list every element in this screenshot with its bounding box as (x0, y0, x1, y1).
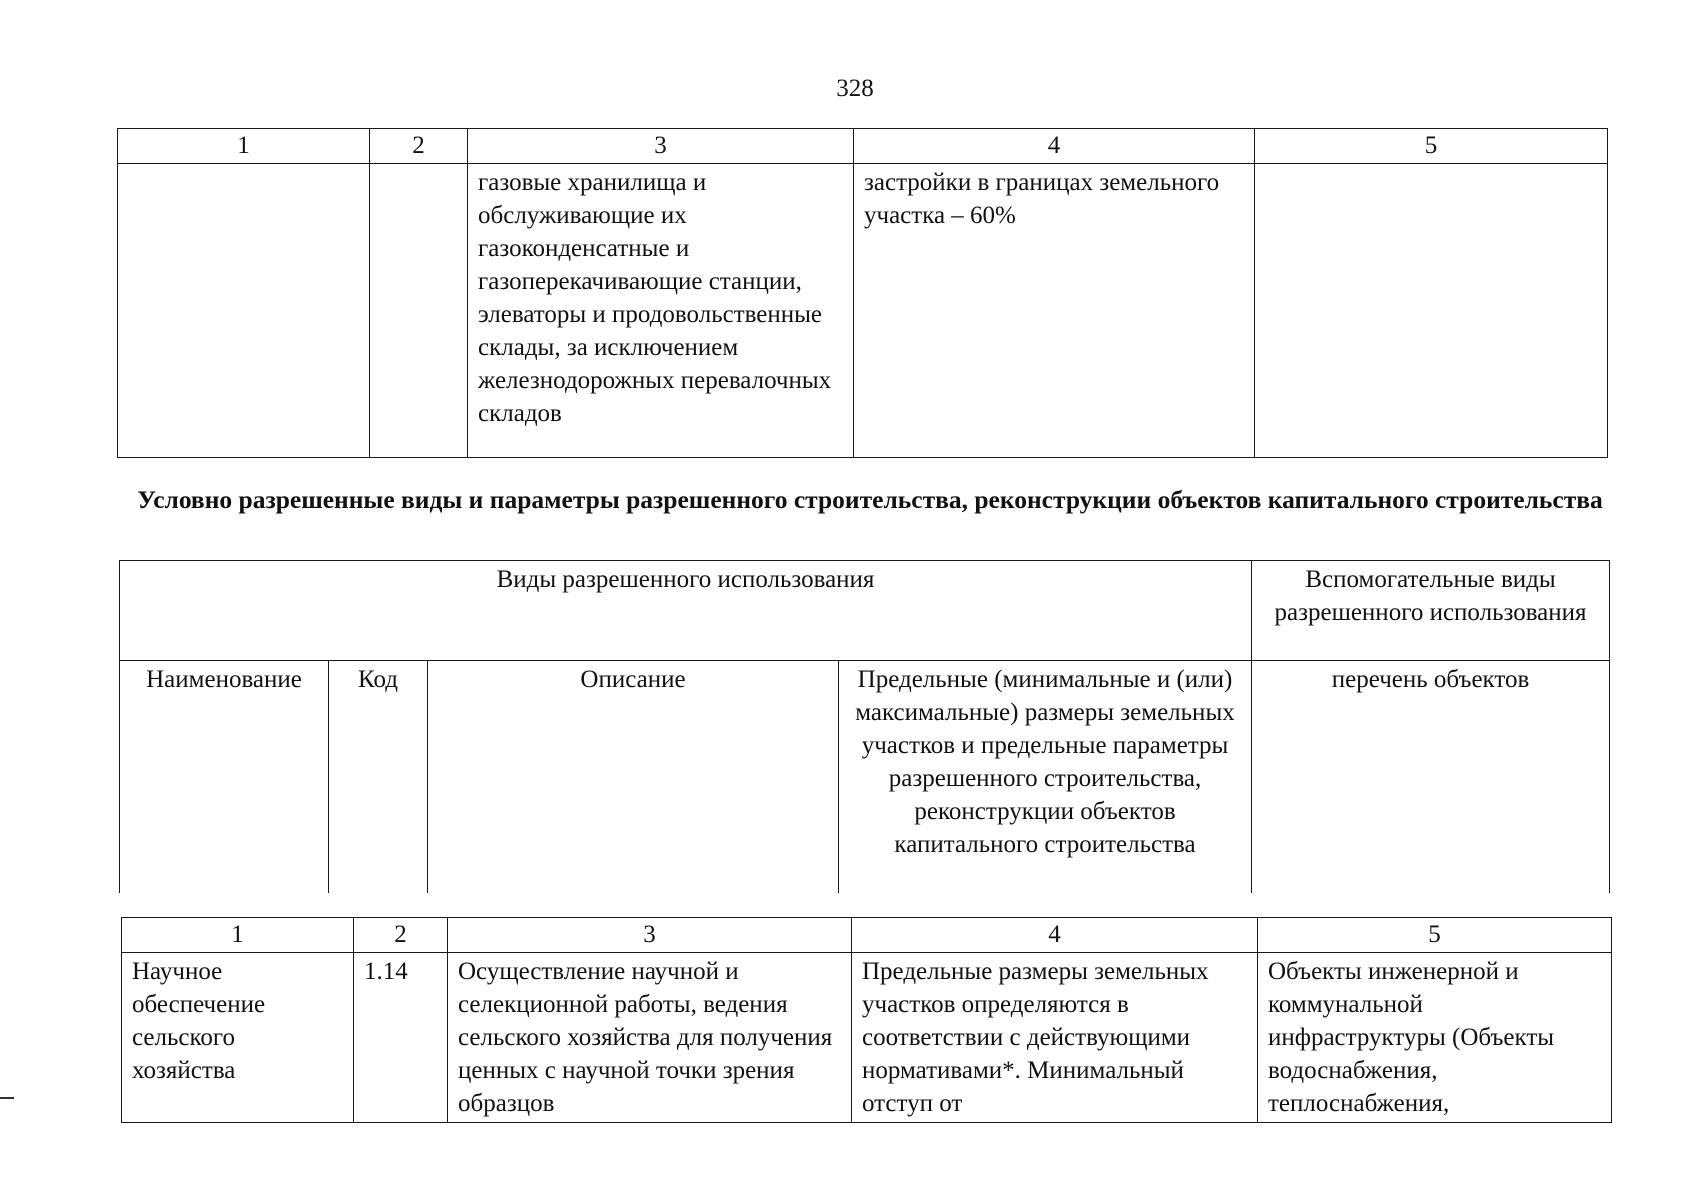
header-name: Наименование (120, 661, 329, 893)
table-row (118, 164, 1608, 458)
column-number: 5 (1255, 129, 1608, 164)
column-number: 3 (448, 918, 852, 953)
cell-parameters: застройки в границах земельного участка – 60% (854, 164, 1255, 458)
header-columns-row (120, 661, 1610, 893)
cell-code (370, 164, 468, 458)
header-description: Описание (428, 661, 839, 893)
cell-auxiliary: Объекты инженерной и коммунальной инфраструктуры (Объекты водоснабжения, теплоснабжения, (1258, 953, 1612, 1123)
header-table (119, 560, 1610, 893)
section-heading: Условно разрешенные виды и параметры разрешенного строительства, реконструкции объектов капитального строительства (137, 485, 1603, 514)
uses-table (121, 917, 1612, 1123)
column-number: 1 (122, 918, 354, 953)
header-aux-list: перечень объектов (1252, 661, 1610, 893)
column-number: 4 (854, 129, 1255, 164)
main-group-header: Виды разрешенного использования (120, 561, 1252, 661)
continuation-table (117, 128, 1608, 458)
header-parameters: Предельные (минимальные и (или) максимальные) размеры земельных участков и предельные параметры разрешенного строительства, реконструкции объектов капитального строительства (839, 661, 1252, 893)
table-row (122, 953, 1612, 1123)
cell-code: 1.14 (354, 953, 448, 1123)
page-number: 328 (836, 75, 874, 102)
cell-parameters: Предельные размеры земельных участков определяются в соответствии с действующими нормативами*. Минимальный отступ от (852, 953, 1258, 1123)
column-number: 2 (370, 129, 468, 164)
cell-name (118, 164, 370, 458)
cell-description: газовые хранилища и обслуживающие их газоконденсатные и газоперекачивающие станции, элеваторы и продовольственные склады, за исключением железнодорожных перевалочных складов (468, 164, 854, 458)
margin-mark (0, 1097, 14, 1099)
header-code: Код (329, 661, 428, 893)
column-number: 3 (468, 129, 854, 164)
cell-description: Осуществление научной и селекционной работы, ведения сельского хозяйства для получения ценных с научной точки зрения образцов (448, 953, 852, 1123)
column-number: 5 (1258, 918, 1612, 953)
aux-group-header: Вспомогательные виды разрешенного использования (1252, 561, 1610, 661)
column-number-row (118, 129, 1608, 164)
column-number-row (122, 918, 1612, 953)
column-number: 4 (852, 918, 1258, 953)
column-number: 2 (354, 918, 448, 953)
cell-auxiliary (1255, 164, 1608, 458)
header-group-row (120, 561, 1610, 661)
column-number: 1 (118, 129, 370, 164)
cell-name: Научное обеспечение сельского хозяйства (122, 953, 354, 1123)
